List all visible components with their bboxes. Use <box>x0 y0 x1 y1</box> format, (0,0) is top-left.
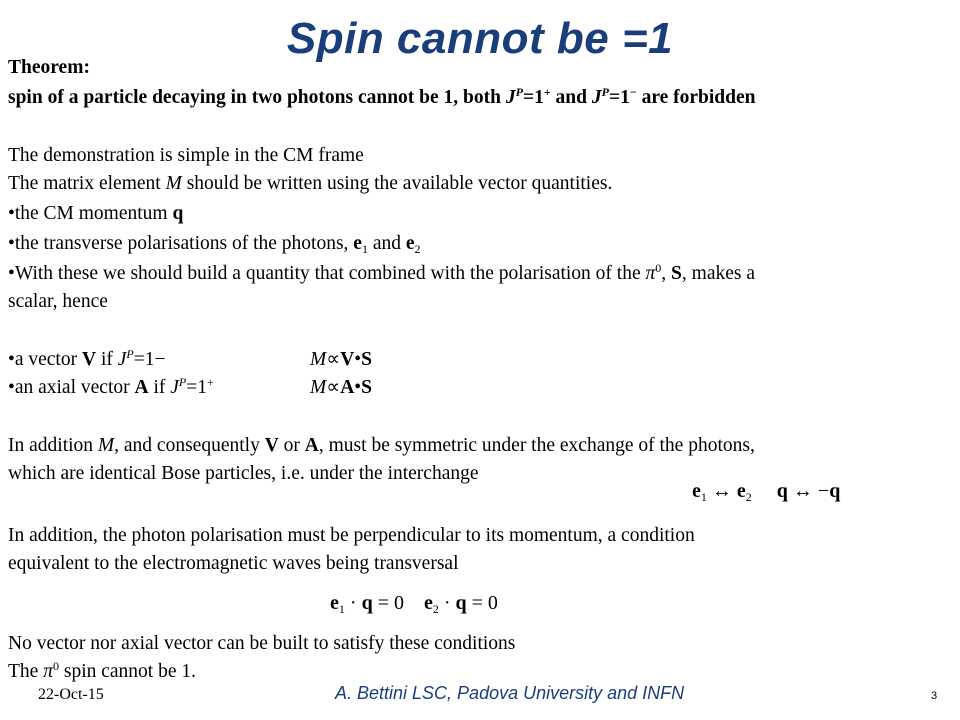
cm-momentum-item: •the CM momentum q <box>8 203 184 224</box>
theorem-statement: spin of a particle decaying in two photons cannot be 1, both $J^P=1^+$ and $J^P=1^-$ are forbidden <box>8 85 756 108</box>
demo-line: The demonstration is simple in the CM frame <box>8 145 364 166</box>
page-number: 3 <box>931 690 938 702</box>
vector-matrix-relation: M∝V•S <box>310 349 372 370</box>
exchange-equation: $e_1$ ↔ $e_2$ q ↔ −q <box>692 480 841 504</box>
build-quantity-item: •With these we should build a quantity that combined with the polarisation of the $\pi^0$, S, makes a <box>8 261 756 284</box>
slide-title: Spin cannot be =1 <box>286 14 674 63</box>
footer-date: 22-Oct-15 <box>38 686 104 703</box>
perpendicular-line-1: In addition, the photon polarisation must be perpendicular to its momentum, a condition <box>8 525 695 546</box>
matrix-line: The matrix element M should be written using the available vector quantities. <box>8 173 613 194</box>
vector-item: •a vector V if $J^P=1-$ <box>8 347 166 370</box>
conclusion-line-2: The $\pi^0$ spin cannot be 1. <box>8 659 196 682</box>
perpendicular-line-2: equivalent to the electromagnetic waves being transversal <box>8 553 459 574</box>
polarisations-item: •the transverse polarisations of the photons, $e_1$ and $e_2$ <box>8 233 421 256</box>
axial-vector-item: •an axial vector A if $J^P=1^+$ <box>8 375 214 398</box>
scalar-line: scalar, hence <box>8 291 108 312</box>
bose-line: which are identical Bose particles, i.e. under the interchange <box>8 463 479 484</box>
theorem-label: Theorem: <box>8 57 90 78</box>
symmetry-line: In addition M, and consequently V or A, must be symmetric under the exchange of the photons, <box>8 435 755 456</box>
axial-matrix-relation: M∝A•S <box>310 377 372 398</box>
footer-author: A. Bettini LSC, Padova University and INFN <box>335 683 685 703</box>
conclusion-line-1: No vector nor axial vector can be built to satisfy these conditions <box>8 633 516 654</box>
transversality-equation: $e_1 \cdot q = 0$ $e_2 \cdot q = 0$ <box>330 592 498 616</box>
